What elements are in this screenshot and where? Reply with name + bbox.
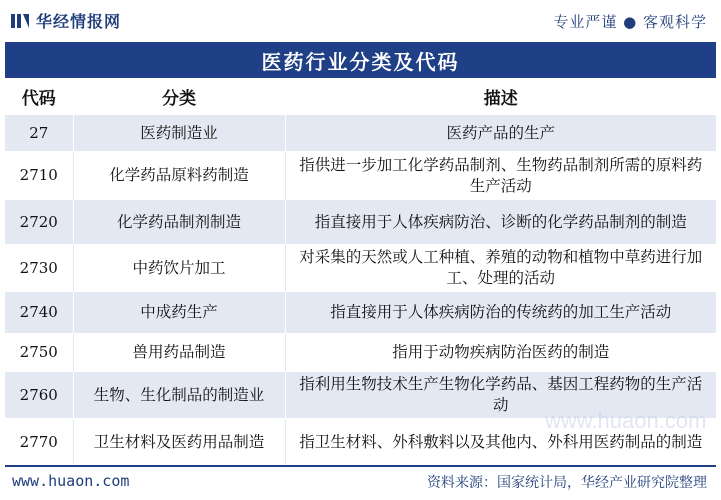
cell-code: 2710	[5, 152, 73, 200]
cell-description: 指供进一步加工化学药品制剂、生物药品制剂所需的原料药生产活动	[285, 152, 716, 200]
table-row	[5, 115, 716, 152]
slogan: 专业严谨 ● 客观科学	[553, 13, 707, 31]
cell-description: 指利用生物技术生产生物化学药品、基因工程药物的生产活动	[285, 372, 716, 419]
cell-category: 兽用药品制造	[73, 334, 285, 372]
cell-description: 对采集的天然或人工种植、养殖的动物和植物中草药进行加工、处理的活动	[285, 245, 716, 292]
column-header-description: 描述	[285, 78, 716, 115]
cell-code: 2750	[5, 334, 73, 372]
logo-icon	[10, 11, 30, 31]
website-link[interactable]: www.huaon.com	[12, 472, 130, 490]
cell-description: 医药产品的生产	[285, 115, 716, 152]
cell-code: 2770	[5, 419, 73, 467]
table-row	[5, 152, 716, 200]
cell-description: 指用于动物疾病防治医药的制造	[285, 334, 716, 372]
cell-category: 化学药品制剂制造	[73, 200, 285, 245]
table-row	[5, 292, 716, 334]
column-header-category: 分类	[73, 78, 285, 115]
column-header-code: 代码	[5, 78, 73, 115]
cell-category: 化学药品原料药制造	[73, 152, 285, 200]
cell-code: 2720	[5, 200, 73, 245]
top-bar	[0, 0, 721, 42]
table-row	[5, 245, 716, 292]
table-row	[5, 372, 716, 419]
source-note: 资料来源：国家统计局，华经产业研究院整理	[427, 475, 707, 491]
table-row	[5, 200, 716, 245]
footer-divider	[5, 465, 716, 467]
cell-description: 指直接用于人体疾病防治的传统药的加工生产活动	[285, 292, 716, 334]
table-row	[5, 419, 716, 467]
cell-category: 卫生材料及医药用品制造	[73, 419, 285, 467]
cell-category: 中成药生产	[73, 292, 285, 334]
cell-category: 中药饮片加工	[73, 245, 285, 292]
table-row	[5, 334, 716, 372]
title-bar	[5, 42, 716, 78]
cell-code: 27	[5, 115, 73, 152]
table-header-row	[5, 78, 716, 115]
cell-code: 2730	[5, 245, 73, 292]
cell-description: 指直接用于人体疾病防治、诊断的化学药品制剂的制造	[285, 200, 716, 245]
logo	[10, 9, 121, 32]
footer	[0, 465, 721, 500]
watermark: www.huaon.com	[545, 408, 707, 433]
cell-description: 指卫生材料、外科敷料以及其他内、外科用医药制品的制造	[285, 419, 716, 467]
cell-category: 生物、生化制品的制造业	[73, 372, 285, 419]
cell-code: 2760	[5, 372, 73, 419]
cell-category: 医药制造业	[73, 115, 285, 152]
cell-code: 2740	[5, 292, 73, 334]
logo-text: 华经情报网	[36, 12, 122, 31]
page-title: 医药行业分类及代码	[261, 49, 460, 74]
classification-table	[5, 78, 716, 467]
